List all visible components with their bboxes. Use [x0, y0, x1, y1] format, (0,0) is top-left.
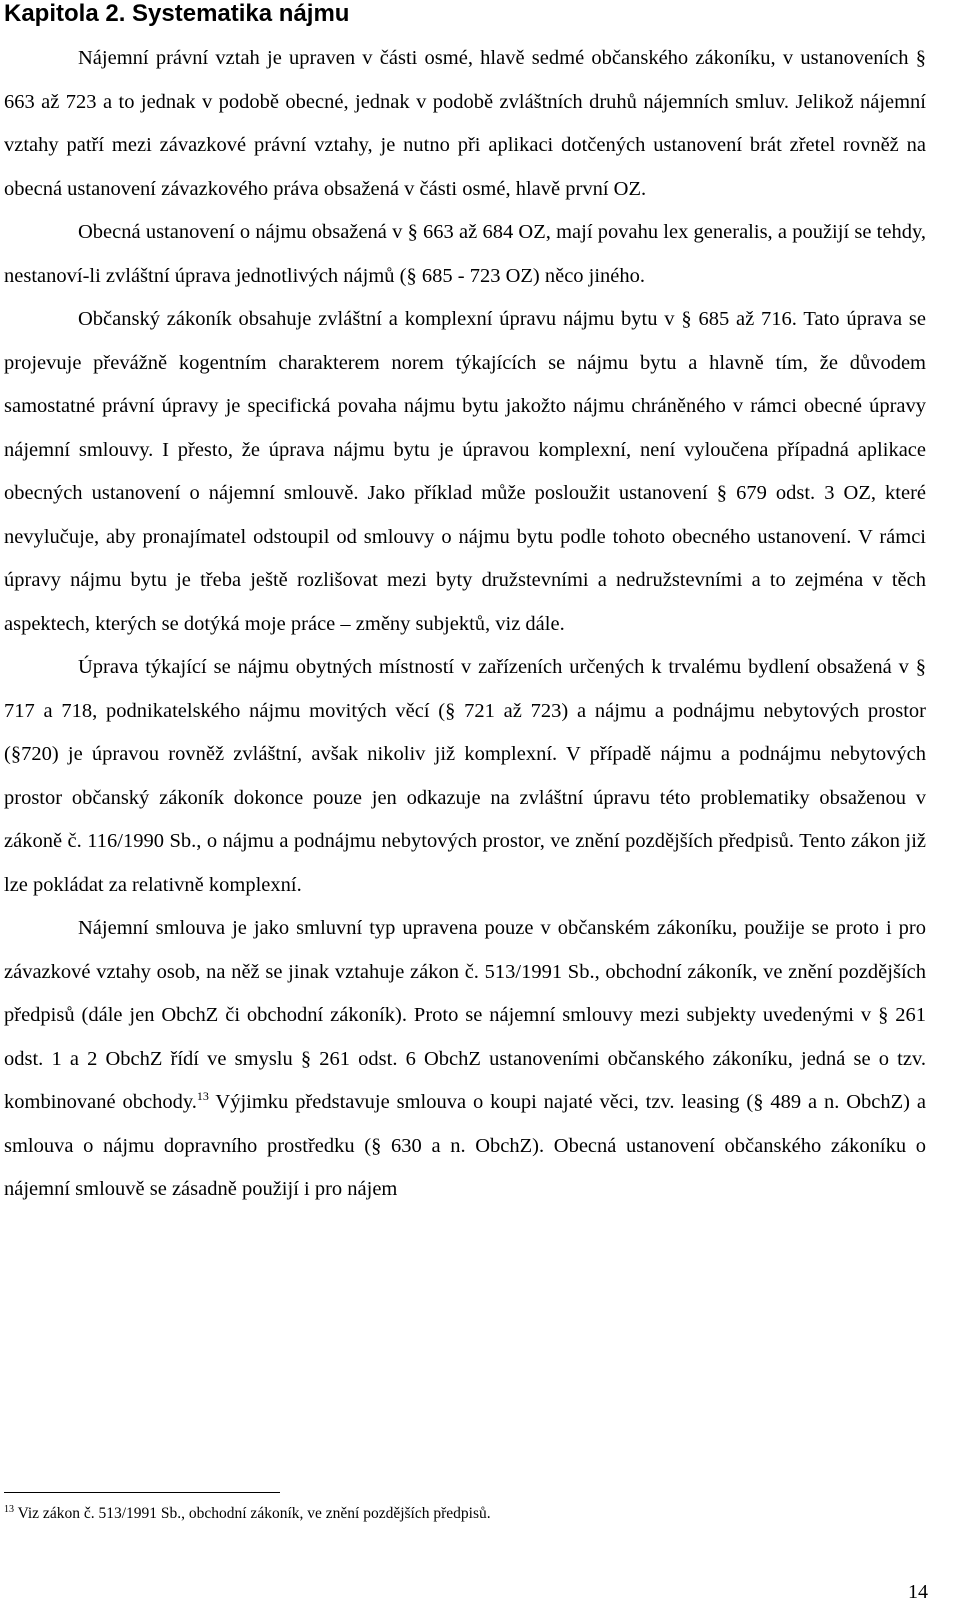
footnote — [4, 1503, 926, 1525]
footnote-text: Viz zákon č. 513/1991 Sb., obchodní zákoník, ve znění pozdějších předpisů. — [17, 1505, 491, 1522]
paragraph-3: Občanský zákoník obsahuje zvláštní a komplexní úpravu nájmu bytu v § 685 až 716. Tato úprava se projevuje převážně kogentním charakterem norem týkajících se nájmu bytu a hlavně tím, že důvodem samostatné právní úpravy je specifická povaha nájmu bytu jakožto nájmu chráněného v rámci obecné úpravy nájemní smlouvy. I přesto, že úprava nájmu bytu je úpravou komplexní, není vyloučena případná aplikace obecných ustanovení o nájemní smlouvě. Jako příklad může posloužit ustanovení § 679 odst. 3 OZ, které nevylučuje, aby pronajímatel odstoupil od smlouvy o nájmu bytu podle tohoto obecného ustanovení. V rámci úpravy nájmu bytu je třeba ještě rozlišovat mezi byty družstevními a nedružstevními a to zejména v těch aspektech, kterých se dotýká moje práce – změny subjektů, viz dále. — [4, 308, 926, 635]
page-number: 14 — [908, 1581, 928, 1603]
paragraph-5-text-after: Výjimku představuje smlouva o koupi najaté věci, tzv. leasing (§ 489 a n. ObchZ) a smlouva o nájmu dopravního prostředku (§ 630 a n. ObchZ). Obecná ustanovení občanského zákoníku o nájemní smlouvě se zásadně použijí i pro nájem — [4, 1091, 926, 1200]
footnote-number: 13 — [4, 1503, 14, 1515]
paragraph-4: Úprava týkající se nájmu obytných místností v zařízeních určených k trvalému bydlení obsažená v § 717 a 718, podnikatelského nájmu movitých věcí (§ 721 až 723) a nájmu a podnájmu nebytových prostor (§720) je úpravou rovněž zvláštní, avšak nikoliv již komplexní. V případě nájmu a podnájmu nebytových prostor občanský zákoník dokonce pouze jen odkazuje na zvláštní úpravu této problematiky obsaženou v zákoně č. 116/1990 Sb., o nájmu a podnájmu nebytových prostor, ve znění pozdějších předpisů. Tento zákon již lze pokládat za relativně komplexní. — [4, 656, 926, 896]
body-text — [4, 37, 926, 1212]
paragraph-2: Obecná ustanovení o nájmu obsažená v § 663 až 684 OZ, mají povahu lex generalis, a použijí se tehdy, nestanoví-li zvláštní úprava jednotlivých nájmů (§ 685 - 723 OZ) něco jiného. — [4, 221, 926, 287]
paragraph-1: Nájemní právní vztah je upraven v části osmé, hlavě sedmé občanského zákoníku, v ustanoveních § 663 až 723 a to jednak v podobě obecné, jednak v podobě zvláštních druhů nájemních smluv. Jelikož nájemní vztahy patří mezi závazkové právní vztahy, je nutno při aplikaci dotčených ustanovení brát zřetel rovněž na obecná ustanovení závazkového práva obsažená v části osmé, hlavě první OZ. — [4, 47, 926, 200]
footnote-divider — [4, 1492, 280, 1493]
paragraph-5-text-before: Nájemní smlouva je jako smluvní typ upravena pouze v občanském zákoníku, použije se proto i pro závazkové vztahy osob, na něž se jinak vztahuje zákon č. 513/1991 Sb., obchodní zákoník, ve znění pozdějších předpisů (dále jen ObchZ či obchodní zákoník). Proto se nájemní smlouvy mezi subjekty uvedenými v § 261 odst. 1 a 2 ObchZ řídí ve smyslu § 261 odst. 6 ObchZ ustanoveními občanského zákoníku, jedná se o tzv. kombinované obchody. — [4, 917, 926, 1113]
paragraph-5 — [4, 907, 926, 1212]
footnote-reference[interactable]: 13 — [196, 1089, 209, 1104]
chapter-title: Kapitola 2. Systematika nájmu — [4, 0, 350, 27]
